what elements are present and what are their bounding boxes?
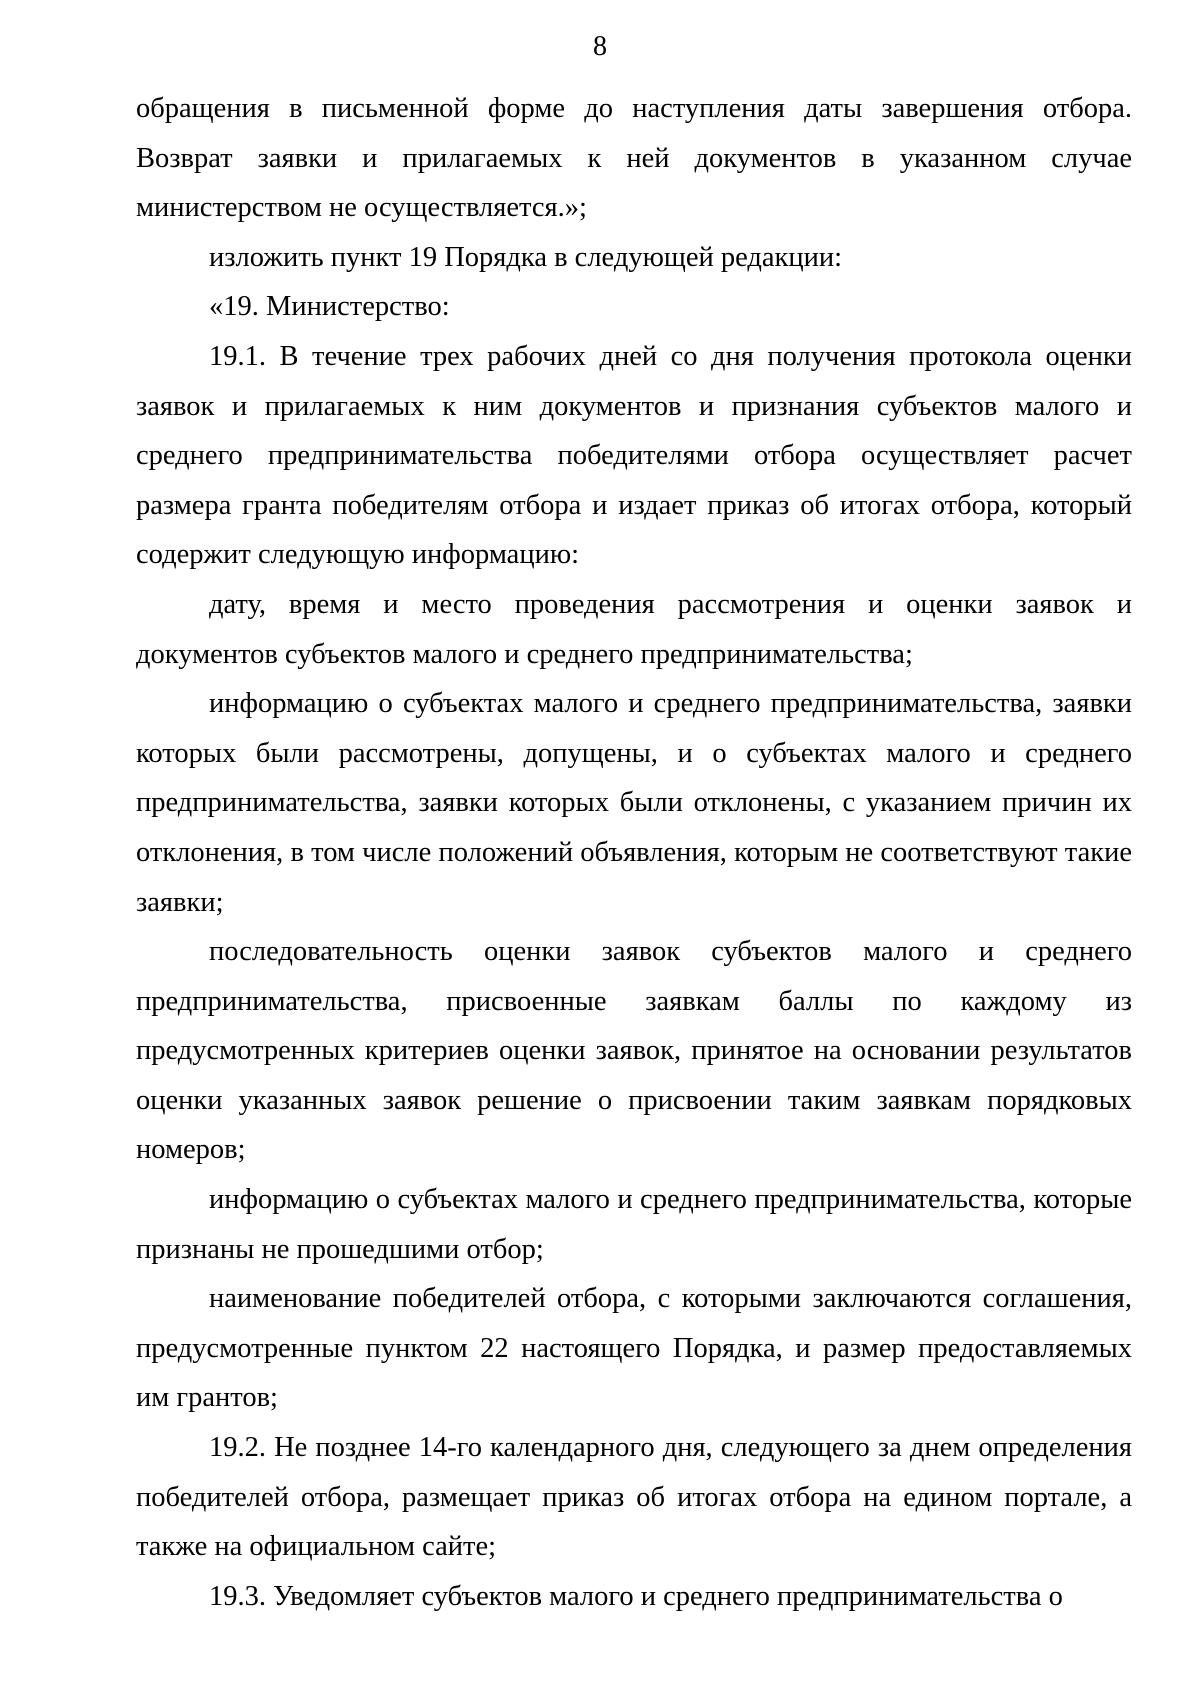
paragraph-amendment-instruction: изложить пункт 19 Порядка в следующей редакции: — [209, 241, 843, 273]
page-number: 8 — [593, 31, 607, 62]
paragraph-list-item-date: дату, время и место проведения рассмотрения и оценки заявок и документов субъектов малого и среднего предпринимательства; — [136, 588, 1132, 670]
paragraph-item-19-2: 19.2. Не позднее 14-го календарного дня, следующего за днем определения победителей отбора, размещает приказ об итогах отбора на едином портале, а также на официальном сайте; — [136, 1432, 1132, 1563]
paragraph-item-19-heading: «19. Министерство: — [209, 291, 450, 323]
paragraph-list-item-not-passed: информацию о субъектах малого и среднего предпринимательства, которые признаны не прошедшими отбор; — [136, 1184, 1132, 1265]
paragraph-item-19-3: 19.3. Уведомляет субъектов малого и среднего предпринимательства о — [209, 1580, 1063, 1612]
paragraph-continuation: обращения в письменной форме до наступления даты завершения отбора. Возврат заявки и прилагаемых к ней документов в указанном случае министерством не осуществляется.»; — [136, 93, 1132, 224]
paragraph-list-item-applicants: информацию о субъектах малого и среднего предпринимательства, заявки которых были рассмотрены, допущены, и о субъектах малого и среднего предпринимательства, заявки которых были отклонены, с указанием причин их отклонения, в том числе положений объявления, которым не соответствуют такие заявки; — [136, 688, 1132, 918]
paragraph-list-item-evaluation-order: последовательность оценки заявок субъектов малого и среднего предпринимательства, присвоенные заявкам баллы по каждому из предусмотренных критериев оценки заявок, принятое на основании результатов оценки указанных заявок решение о присвоении таким заявкам порядковых номеров; — [136, 936, 1132, 1166]
paragraph-item-19-1: 19.1. В течение трех рабочих дней со дня получения протокола оценки заявок и прилагаемых к ним документов и признания субъектов малого и среднего предпринимательства победителями отбора осуществляет расчет размера гранта победителям отбора и издает приказ об итогах отбора, который содержит следующую информацию: — [136, 340, 1132, 571]
paragraph-list-item-winners: наименование победителей отбора, с которыми заключаются соглашения, предусмотренные пунктом 22 настоящего Порядка, и размер предоставляемых им грантов; — [136, 1283, 1132, 1414]
document-body — [136, 84, 1132, 1621]
